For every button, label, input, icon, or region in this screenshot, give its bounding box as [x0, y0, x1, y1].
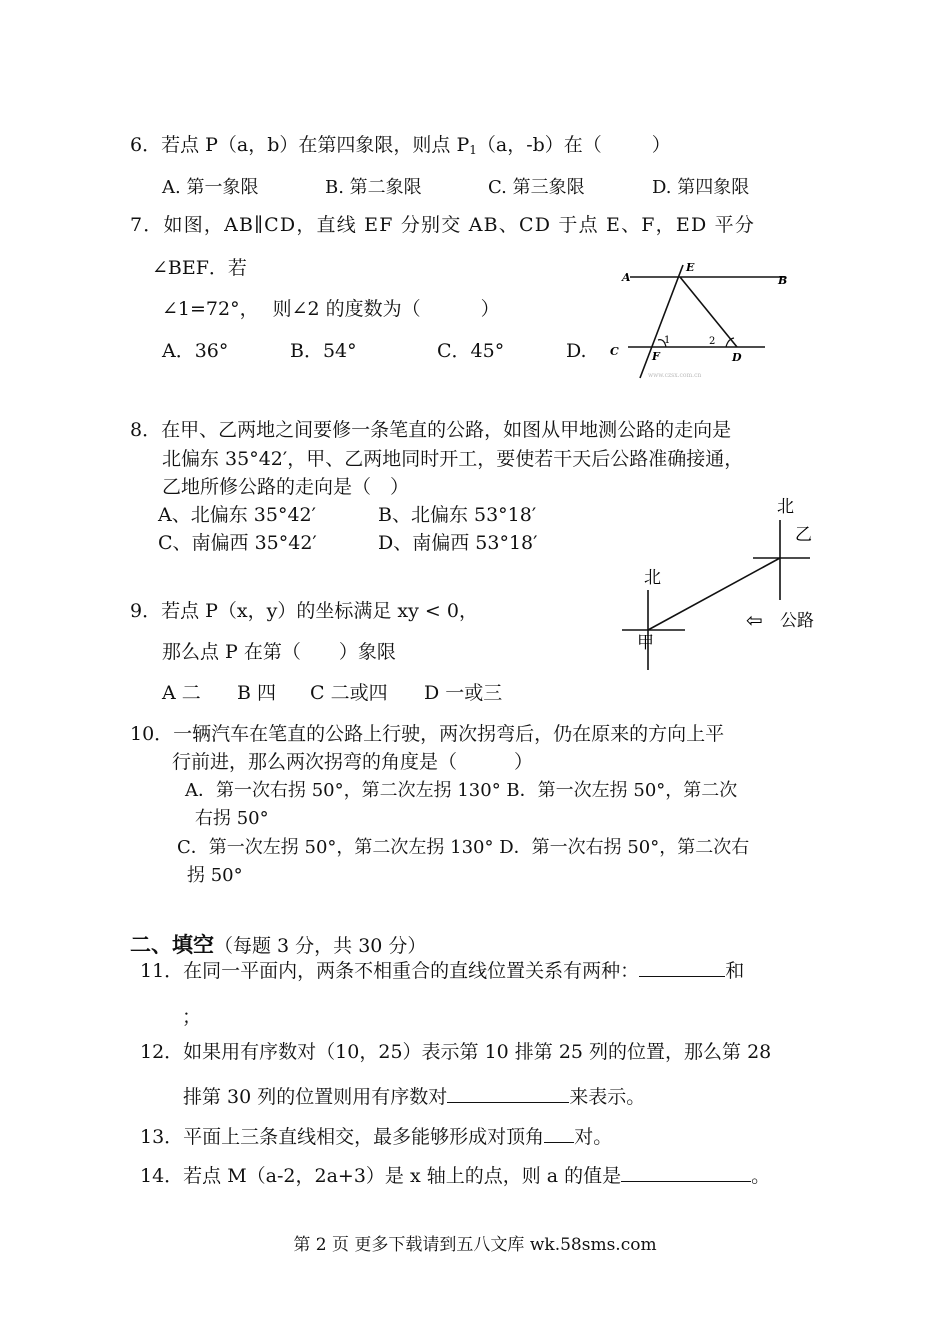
q12-line1: 12．如果用有序数对（10，25）表示第 10 排第 25 列的位置，那么第 28	[140, 1041, 772, 1063]
jia-label: 甲	[637, 633, 654, 653]
q8-line3: 乙地所修公路的走向是（ ）	[162, 476, 410, 498]
label-e: E	[686, 261, 695, 274]
q6-option-a: A. 第一象限	[162, 177, 259, 198]
q8-option-a: A、北偏东 35°42′	[158, 504, 316, 526]
page-footer: 第 2 页 更多下载请到五八文库 wk.58sms.com	[293, 1235, 657, 1255]
q9-option-c: C 二或四	[310, 682, 388, 704]
q7-option-b: B．54°	[290, 340, 357, 362]
q6-option-c: C. 第三象限	[488, 177, 585, 198]
section2-heading	[130, 929, 426, 959]
q6-option-d: D. 第四象限	[652, 177, 750, 198]
label-a: A	[622, 271, 631, 284]
q10-line2: 行前进，那么两次拐弯的角度是（ ）	[172, 751, 534, 773]
q6-stem: 6．若点 P（a，b）在第四象限，则点 $P_1(a$，-b）在（ ）	[130, 134, 671, 157]
q14-line1: 14．若点 M（a-2，2a+3）是 x 轴上的点，则 a 的值是 。	[140, 1165, 771, 1187]
section2-note: （每题 3 分，共 30 分）	[214, 935, 427, 957]
q14-blank[interactable]	[621, 1163, 751, 1182]
section2-title: 二、填空	[130, 933, 214, 957]
q7-option-a: A．36°	[162, 340, 229, 362]
q11-line1: 11．在同一平面内，两条不相重合的直线位置关系有两种： 和	[140, 960, 745, 982]
q6-option-b: B. 第二象限	[325, 177, 422, 198]
label-f: F	[652, 350, 660, 363]
watermark: www.czsx.com.cn	[648, 372, 702, 379]
q9-option-b: B 四	[237, 682, 277, 704]
q10-line3: A．第一次右拐 50°，第二次左拐 130° B．第一次左拐 50°，第二次	[185, 780, 738, 801]
line-ef	[640, 265, 683, 378]
q11-line2: ；	[182, 1006, 202, 1028]
north-label-jia: 北	[644, 568, 661, 588]
q9-option-d: D 一或三	[424, 682, 503, 704]
q7-option-c: C．45°	[437, 340, 505, 362]
q7-line2: ∠BEF．若	[152, 257, 247, 279]
angle1-label: 1	[664, 335, 671, 346]
q8-option-b: B、北偏东 53°18′	[378, 504, 537, 526]
q7-figure	[600, 250, 800, 385]
road-label: 公路	[780, 611, 814, 631]
north-label-yi: 北	[777, 497, 794, 517]
q10-line6: 拐 50°	[187, 865, 243, 886]
label-c: C	[610, 345, 619, 358]
q12-blank[interactable]	[447, 1084, 569, 1103]
angle2-label: 2	[709, 336, 716, 347]
q7-option-d: D.	[566, 340, 587, 362]
q8-option-d: D、南偏西 53°18′	[378, 532, 538, 554]
q10-line5: C．第一次左拐 50°，第二次左拐 130° D．第一次右拐 50°，第二次右	[177, 837, 750, 858]
q12-line2: 排第 30 列的位置则用有序数对 来表示。	[183, 1086, 646, 1108]
q9-line2: 那么点 P 在第（ ）象限	[162, 641, 396, 663]
q9-option-a: A 二	[162, 682, 201, 704]
q10-line1: 10．一辆汽车在笔直的公路上行驶，两次拐弯后，仍在原来的方向上平	[130, 723, 725, 745]
q13-line1: 13．平面上三条直线相交，最多能够形成对顶角 对。	[140, 1126, 613, 1148]
q11-blank1[interactable]	[639, 958, 725, 977]
q10-line4: 右拐 50°	[195, 808, 269, 829]
yi-label: 乙	[795, 525, 812, 545]
q7-line3: ∠1=72°， 则∠2 的度数为（ ）	[162, 298, 500, 320]
arrow-icon: ⇦	[746, 608, 763, 632]
q8-line2: 北偏东 35°42′，甲、乙两地同时开工，要使若干天后公路准确接通，	[162, 448, 744, 470]
q8-line1: 8．在甲、乙两地之间要修一条笔直的公路，如图从甲地测公路的走向是	[130, 419, 732, 441]
q8-figure	[610, 490, 840, 675]
q8-option-c: C、南偏西 35°42′	[158, 532, 317, 554]
q7-line1: 7．如图，AB∥CD，直线 EF 分别交 AB、CD 于点 E、F，ED 平分	[130, 214, 756, 236]
q9-line1: 9．若点 P（x，y）的坐标满足 xy < 0，	[130, 600, 478, 622]
q13-blank[interactable]	[544, 1124, 574, 1143]
label-b: B	[778, 274, 788, 287]
label-d: D	[732, 351, 742, 364]
